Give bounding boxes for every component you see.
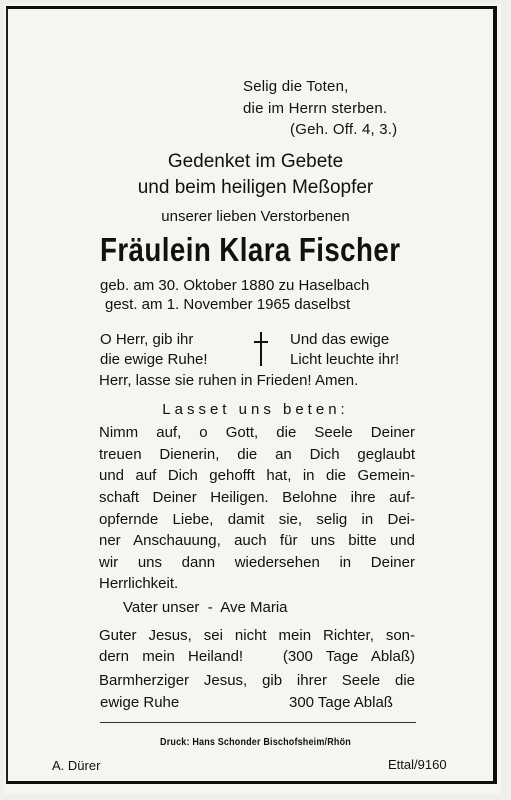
vater-unser-ave-maria: Vater unser - Ave Maria xyxy=(123,599,288,616)
artist-credit: A. Dürer xyxy=(52,758,101,773)
motto-line-1: Selig die Toten, xyxy=(243,78,349,95)
rest-prayer-line-3: Herr, lasse sie ruhen in Frieden! Amen. xyxy=(99,372,359,389)
prayer-line: schaft Deiner Heiligen. Belohne ihre auf- xyxy=(99,489,415,506)
indulgence-line-2: dern mein Heiland! (300 Tage Ablaß) xyxy=(99,648,415,665)
rest-prayer-left-1: O Herr, gib ihr xyxy=(100,331,194,348)
rest-prayer-left-2: die ewige Ruhe! xyxy=(100,351,208,368)
printer-imprint: Druck: Hans Schonder Bischofsheim/Rhön xyxy=(160,737,351,748)
prayer-line: wir uns dann wiedersehen in Deiner xyxy=(99,554,415,571)
birth-date: geb. am 30. Oktober 1880 zu Haselbach xyxy=(100,277,370,294)
prayer-line: Nimm auf, o Gott, die Seele Deiner xyxy=(99,424,415,441)
prayer-line: treuen Dienerin, die an Dich geglaubt xyxy=(99,446,415,463)
prayer-line: opfernde Liebe, damit sie, selig in Dei- xyxy=(99,511,415,528)
indulgence-line-3: Barmherziger Jesus, gib ihrer Seele die xyxy=(99,672,415,689)
rest-prayer-right-1: Und das ewige xyxy=(290,331,390,348)
indulgence-line-4-left: ewige Ruhe xyxy=(100,694,180,711)
motto-reference: (Geh. Off. 4, 3.) xyxy=(290,121,398,138)
prayer-line: Herrlichkeit. xyxy=(99,575,179,592)
prayer-heading: Lasset uns beten: xyxy=(162,401,349,418)
indulgence-line-1: Guter Jesus, sei nicht mein Richter, son- xyxy=(99,627,415,644)
publisher-code: Ettal/9160 xyxy=(388,757,447,772)
prayer-line: ner Anschauung, auch für uns bitte und xyxy=(99,532,415,549)
death-date: gest. am 1. November 1965 daselbst xyxy=(105,296,351,313)
card-border xyxy=(6,6,497,784)
motto-line-2: die im Herrn sterben. xyxy=(243,100,388,117)
header-line-1: Gedenket im Gebete xyxy=(167,151,344,172)
rest-prayer-right-2: Licht leuchte ihr! xyxy=(290,351,400,368)
deceased-name: Fräulein Klara Fischer xyxy=(100,231,401,268)
prayer-line: und auf Dich gehofft hat, in die Gemein- xyxy=(99,467,415,484)
indulgence-line-4-right: 300 Tage Ablaß xyxy=(289,694,393,711)
header-line-2: und beim heiligen Meßopfer xyxy=(137,177,374,198)
header-line-3: unserer lieben Verstorbenen xyxy=(161,208,350,225)
cross-icon xyxy=(254,332,268,366)
divider-line xyxy=(100,722,416,723)
